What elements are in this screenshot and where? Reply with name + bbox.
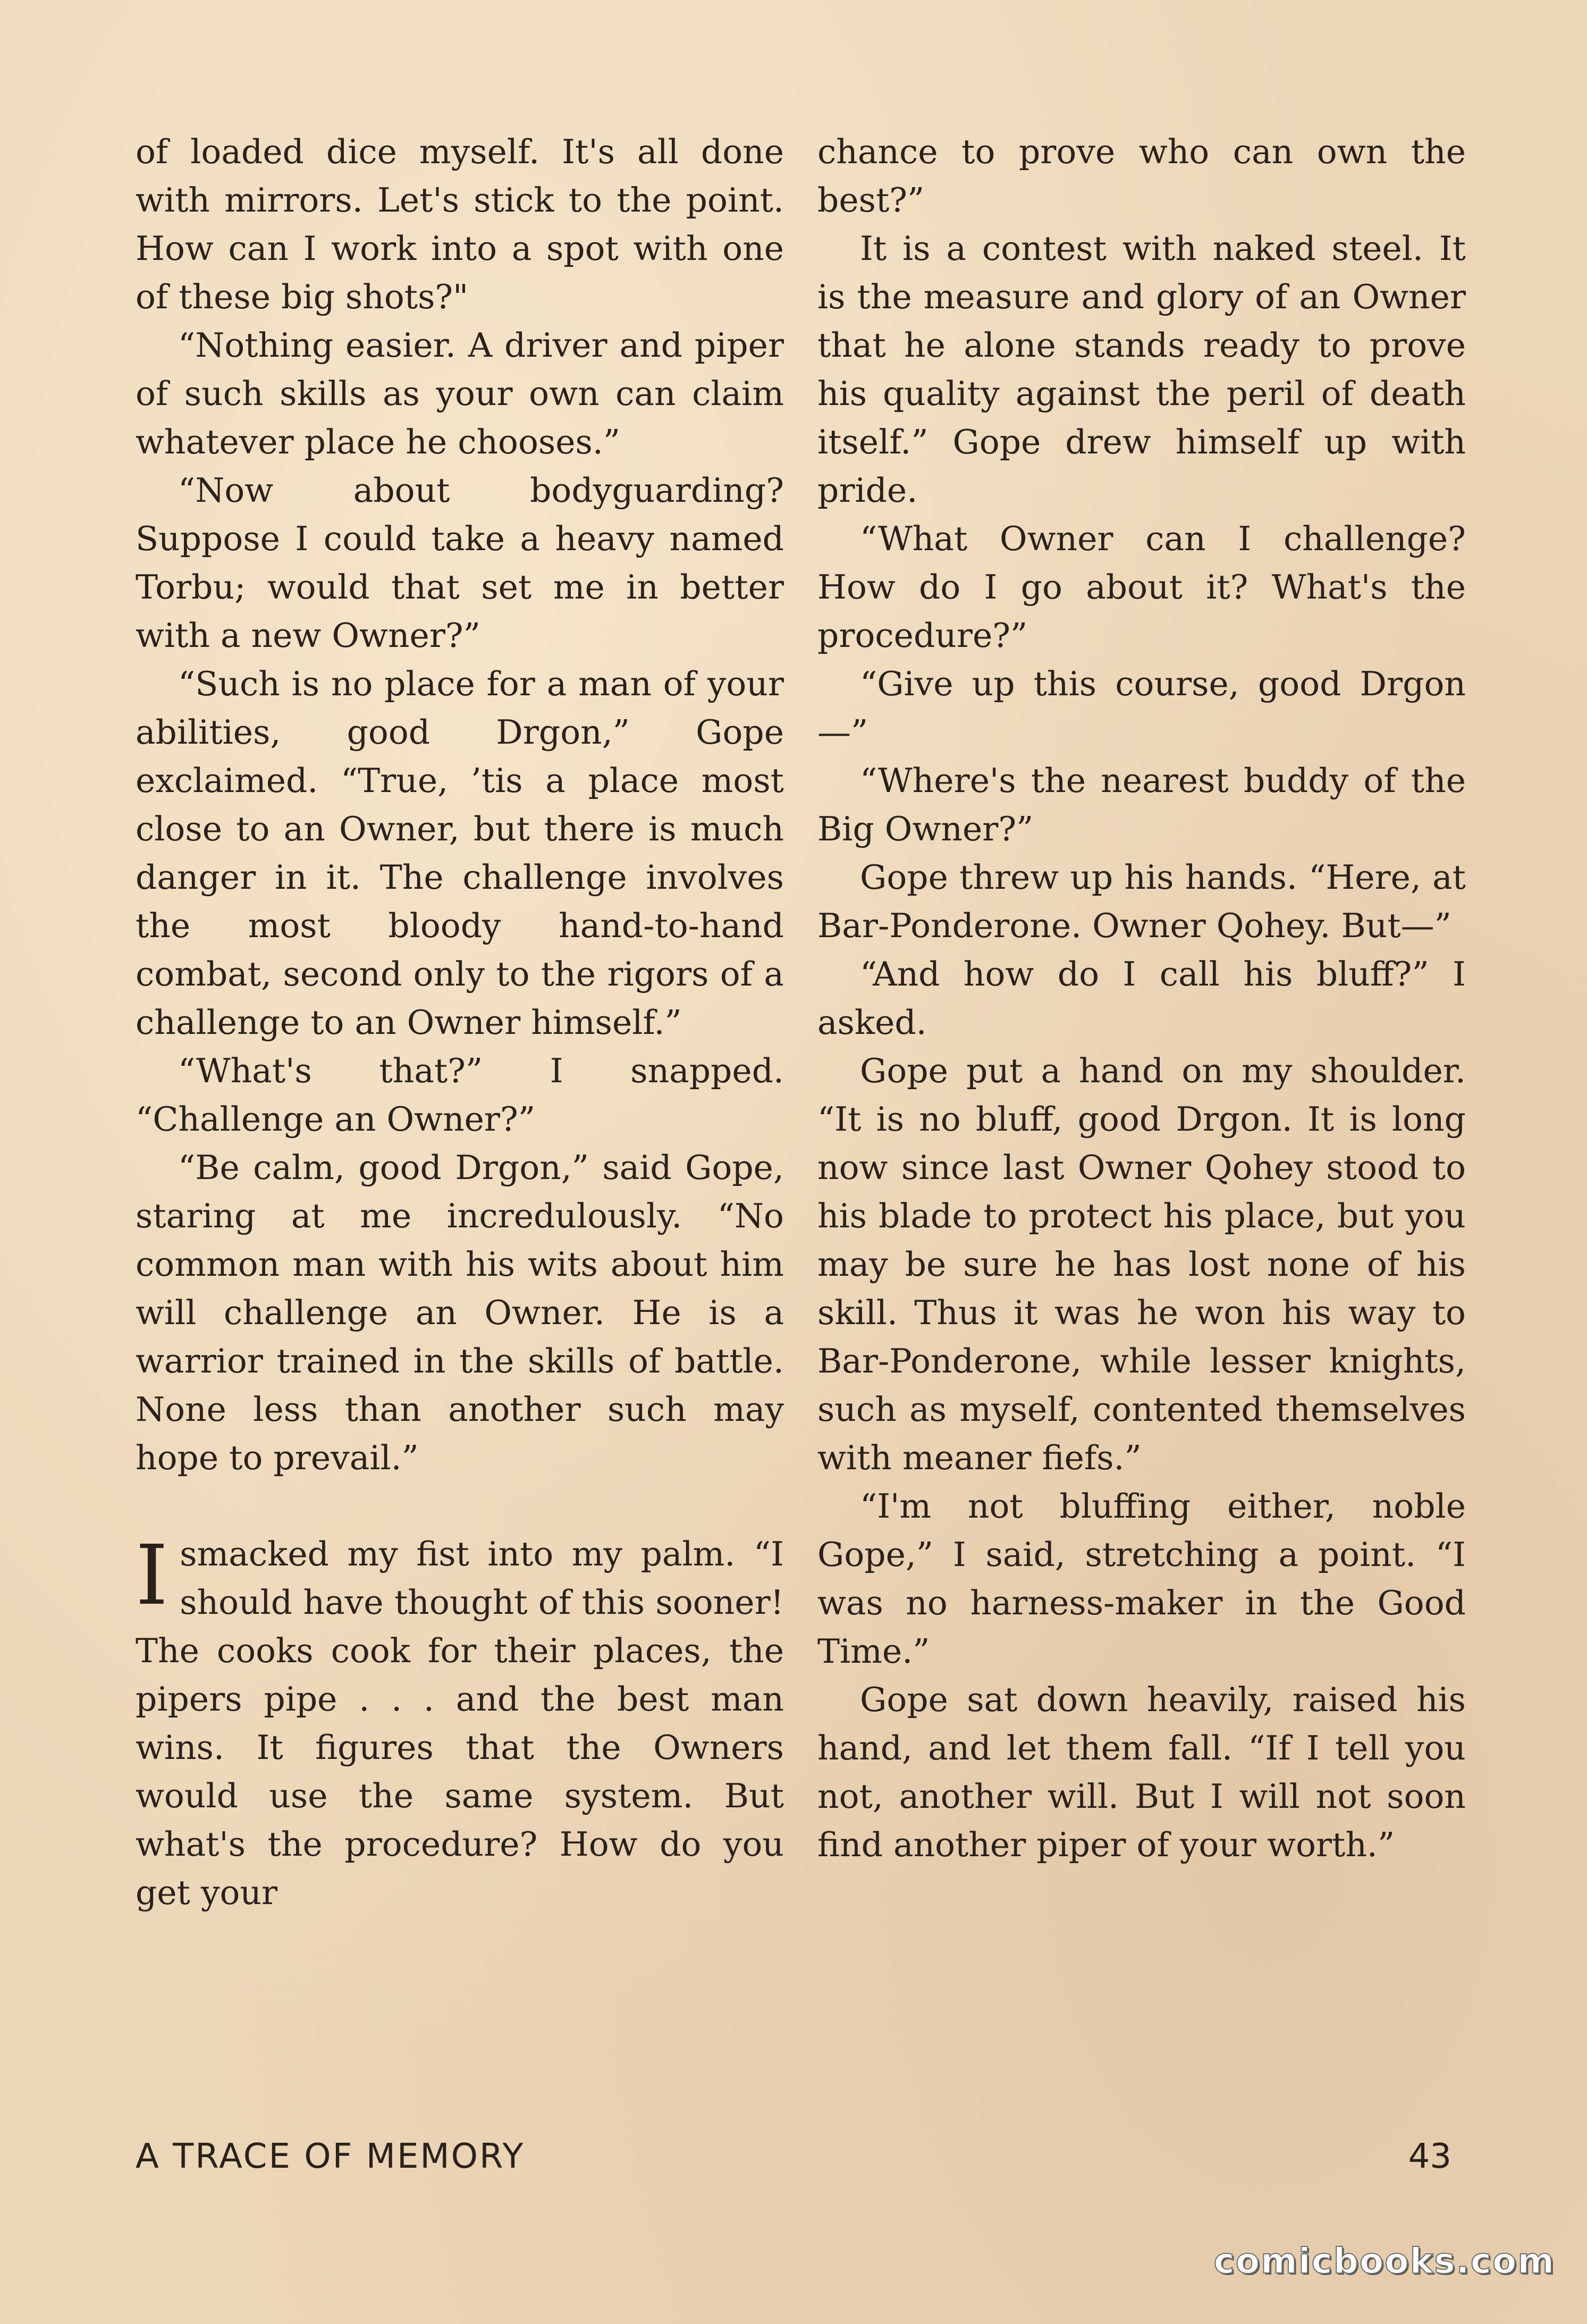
paragraph: “Nothing easier. A driver and piper of such skills as your own can claim whatever place he chooses.” (136, 326, 784, 461)
page-number: 43 (1408, 2137, 1451, 2176)
paragraph: “I'm not bluffing either, noble Gope,” I said, stretching a point. “I was no harness-maker in the Good Time.” (817, 1487, 1466, 1671)
paragraph: “And how do I call his bluff?” I asked. (817, 955, 1466, 1042)
paragraph: Gope threw up his hands. “Here, at Bar-Ponderone. Owner Qohey. But—” (817, 858, 1466, 945)
site-watermark: comicbooks.com (1213, 2241, 1555, 2281)
paragraph: “What Owner can I challenge? How do I go about it? What's the procedure?” (817, 519, 1466, 655)
paragraph: “Now about bodyguarding? Suppose I could take a heavy named Torbu; would that set me in better with a new Owner?” (136, 471, 784, 655)
drop-cap: I (136, 1527, 168, 1623)
paragraph: chance to prove who can own the best?” (817, 132, 1466, 220)
left-text-column (136, 128, 784, 1917)
paragraph: Gope sat down heavily, raised his hand, and let them fall. “If I tell you not, another will. But I will not soon find another piper of your worth.” (817, 1680, 1466, 1864)
right-text-column (817, 128, 1466, 1869)
running-footer-title: A TRACE OF MEMORY (136, 2137, 525, 2176)
paragraph: “Where's the nearest buddy of the Big Owner?” (817, 761, 1466, 848)
paragraph-text: smacked my fist into my palm. “I should have thought of this sooner! The cooks cook for their places, the pipers pipe . . . and the best man wins. It figures that the Owners would use the same system. But what's the procedure? How do you get your (136, 1535, 784, 1912)
paragraph: Gope put a hand on my shoulder. “It is no bluff, good Drgon. It is long now since last Owner Qohey stood to his blade to protect his place, but you may be sure he has lost none of his skill. Thus it was he won his way to Bar-Ponderone, while lesser knights, such as myself, contented themselves with meaner fiefs.” (817, 1051, 1466, 1477)
section-start-paragraph (136, 1527, 784, 1917)
paragraph: “Such is no place for a man of your abilities, good Drgon,” Gope exclaimed. “True, ’tis a place most close to an Owner, but there is much danger in it. The challenge involves the most bloody hand-to-hand combat, second only to the rigors of a challenge to an Owner himself.” (136, 664, 784, 1042)
paragraph: “What's that?” I snapped. “Challenge an Owner?” (136, 1051, 784, 1139)
paragraph: “Give up this course, good Drgon—” (817, 664, 1466, 752)
paragraph: of loaded dice myself. It's all done with mirrors. Let's stick to the point. How can I work into a spot with one of these big shots?" (136, 132, 784, 316)
paragraph: It is a contest with naked steel. It is the measure and glory of an Owner that he alone stands ready to prove his quality against the peril of death itself.” Gope drew himself up with pride. (817, 229, 1466, 510)
paragraph: “Be calm, good Drgon,” said Gope, staring at me incredulously. “No common man with his wits about him will challenge an Owner. He is a warrior trained in the skills of battle. None less than another such may hope to prevail.” (136, 1148, 784, 1477)
